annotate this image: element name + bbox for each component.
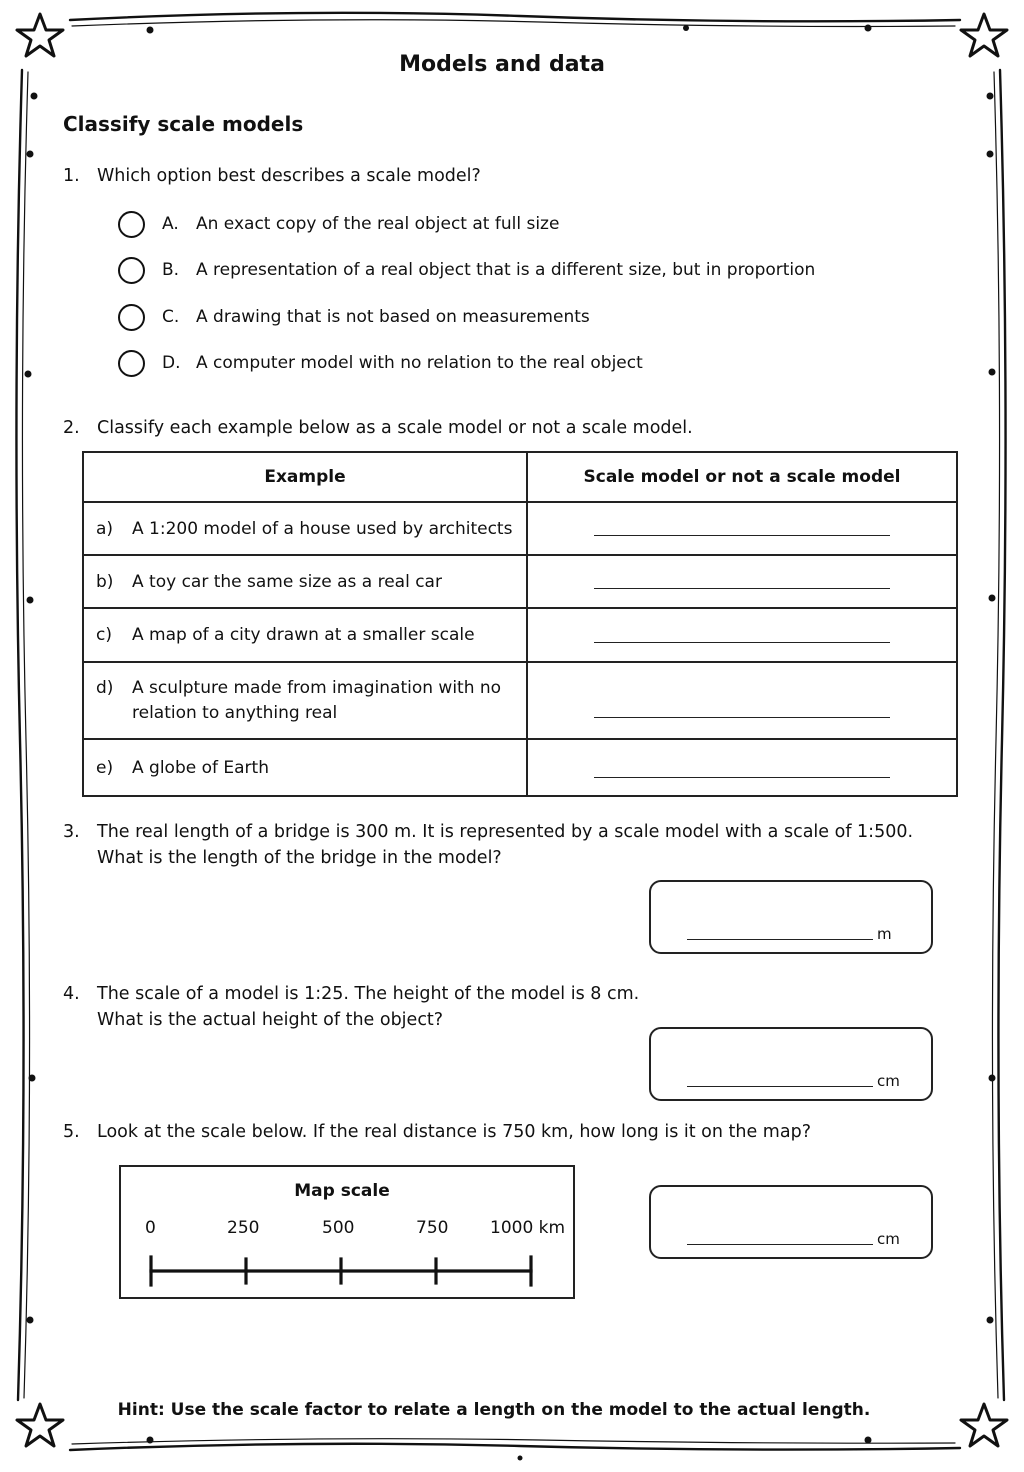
answer-line[interactable]	[594, 588, 890, 589]
answer-line[interactable]	[687, 939, 873, 940]
question-text: What is the actual height of the object?	[97, 1010, 444, 1030]
star-icon	[17, 14, 63, 56]
map-scale	[119, 1165, 575, 1299]
option-a[interactable]	[118, 208, 559, 240]
unit-label: cm	[877, 1230, 900, 1248]
scale-label: 0	[145, 1218, 156, 1238]
classification-table	[82, 451, 958, 797]
table-row	[83, 739, 957, 796]
row-text: A globe of Earth	[132, 757, 269, 778]
option-text: A computer model with no relation to the real object	[196, 353, 643, 373]
option-text: A drawing that is not based on measurements	[196, 307, 590, 327]
question-1	[63, 163, 481, 189]
row-text: A sculpture made from imagination with no relation to anything real	[132, 677, 502, 723]
row-label: e)	[96, 757, 114, 778]
scale-bar	[121, 1249, 573, 1289]
question-3	[63, 819, 913, 871]
section-heading: Classify scale models	[63, 112, 304, 136]
answer-line[interactable]	[687, 1086, 873, 1087]
question-number: 2.	[63, 418, 80, 438]
question-text: Look at the scale below. If the real distance is 750 km, how long is it on the map?	[97, 1122, 811, 1142]
radio-button[interactable]	[118, 211, 145, 238]
answer-line[interactable]	[594, 535, 890, 536]
radio-button[interactable]	[118, 350, 145, 377]
answer-line[interactable]	[594, 642, 890, 643]
radio-button[interactable]	[118, 304, 145, 331]
question-5	[63, 1119, 811, 1145]
option-letter: C.	[162, 307, 180, 327]
row-text: A 1:200 model of a house used by architects	[132, 518, 513, 539]
hint-text: Hint: Use the scale factor to relate a length on the model to the actual length.	[117, 1400, 871, 1420]
scale-label: 500	[322, 1218, 355, 1238]
table-row	[83, 662, 957, 739]
option-d[interactable]	[118, 347, 643, 379]
question-text: The scale of a model is 1:25. The height of the model is 8 cm.	[97, 984, 640, 1004]
question-number: 3.	[63, 822, 80, 842]
question-text: What is the length of the bridge in the model?	[97, 848, 502, 868]
answer-line[interactable]	[594, 717, 890, 718]
table-row	[83, 502, 957, 555]
row-label: c)	[96, 625, 112, 645]
row-text: A map of a city drawn at a smaller scale	[132, 625, 475, 645]
radio-button[interactable]	[118, 257, 145, 284]
scale-label: 1000 km	[490, 1218, 566, 1238]
column-header: Scale model or not a scale model	[527, 452, 957, 502]
table-row	[83, 555, 957, 608]
answer-line[interactable]	[594, 777, 890, 778]
row-label: a)	[96, 518, 114, 539]
option-letter: A.	[162, 214, 179, 234]
answer-line[interactable]	[687, 1244, 873, 1245]
option-text: An exact copy of the real object at full size	[196, 214, 560, 234]
option-letter: D.	[162, 353, 181, 373]
row-label: d)	[96, 677, 114, 698]
page-title: Models and data	[399, 52, 605, 77]
question-2	[63, 415, 693, 441]
unit-label: m	[877, 925, 892, 943]
row-label: b)	[96, 571, 114, 592]
map-scale-title: Map scale	[294, 1181, 390, 1201]
answer-box[interactable]	[649, 880, 933, 954]
answer-box[interactable]	[649, 1027, 933, 1101]
unit-label: cm	[877, 1072, 900, 1090]
option-letter: B.	[162, 260, 180, 280]
option-b[interactable]	[118, 254, 815, 286]
question-text: Classify each example below as a scale model or not a scale model.	[97, 418, 693, 438]
table-row	[83, 608, 957, 662]
row-text: A toy car the same size as a real car	[132, 571, 442, 592]
question-number: 4.	[63, 984, 80, 1004]
scale-label: 750	[416, 1218, 449, 1238]
star-icon	[961, 14, 1007, 56]
option-c[interactable]	[118, 301, 590, 333]
question-4	[63, 981, 639, 1033]
column-header: Example	[83, 452, 527, 502]
option-text: A representation of a real object that is a different size, but in proportion	[196, 260, 816, 280]
question-text: Which option best describes a scale model?	[97, 166, 481, 186]
question-text: The real length of a bridge is 300 m. It is represented by a scale model with a scale of 1:500.	[97, 822, 914, 842]
answer-box[interactable]	[649, 1185, 933, 1259]
scale-label: 250	[227, 1218, 260, 1238]
question-number: 1.	[63, 166, 80, 186]
question-number: 5.	[63, 1122, 80, 1142]
